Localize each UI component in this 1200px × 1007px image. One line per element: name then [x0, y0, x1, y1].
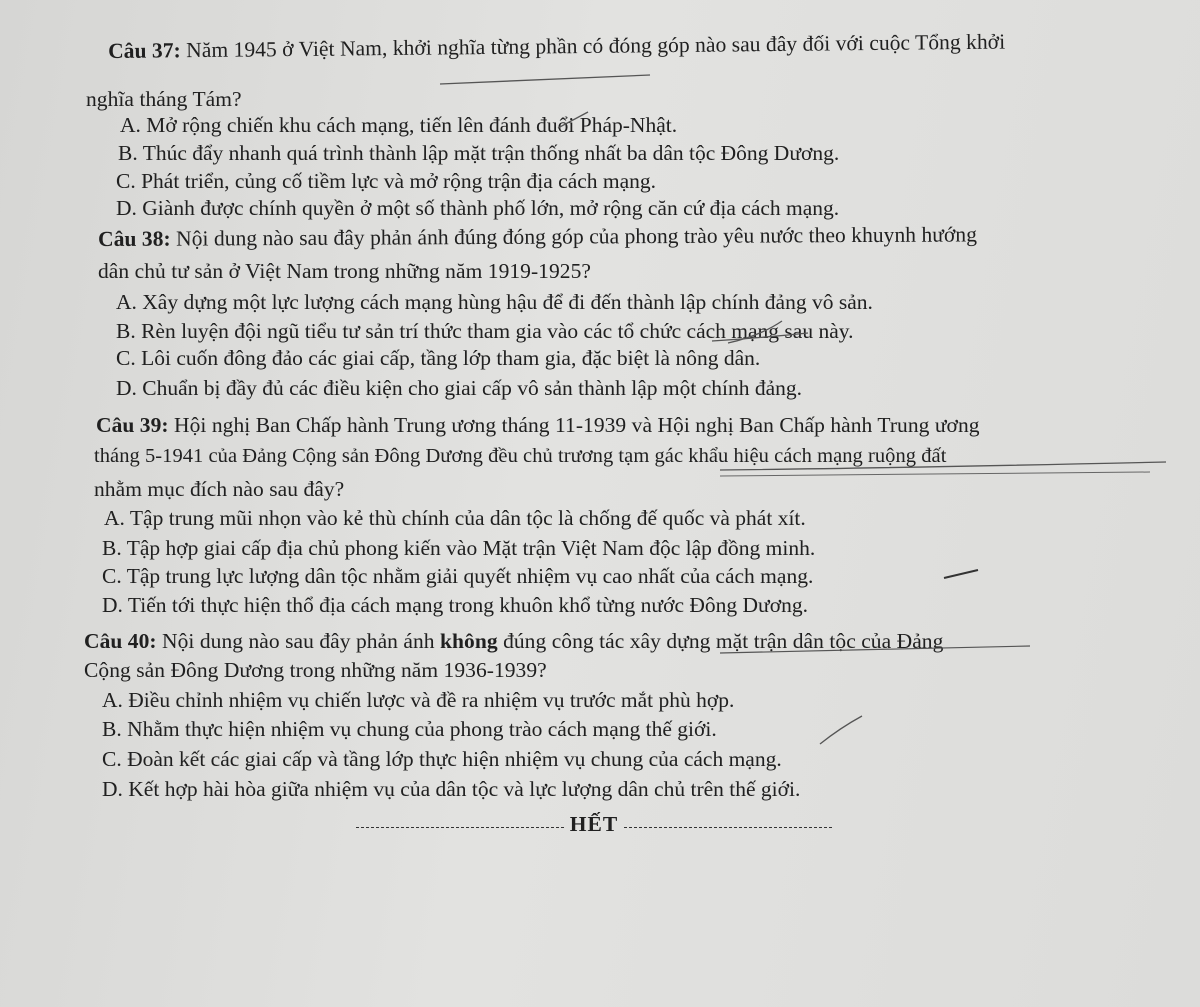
question-39-number: Câu 39:: [96, 413, 169, 437]
question-37-option-b: B. Thúc đẩy nhanh quá trình thành lập mặt trận thống nhất ba dân tộc Đông Dương.: [118, 141, 840, 165]
question-39-option-c: C. Tập trung lực lượng dân tộc nhằm giải quyết nhiệm vụ cao nhất của cách mạng.: [102, 564, 814, 588]
question-38-option-a: A. Xây dựng một lực lượng cách mạng hùng hậu để đi đến thành lập chính đảng vô sản.: [116, 290, 873, 314]
question-38-option-b: B. Rèn luyện đội ngũ tiểu tư sản trí thức tham gia vào các tổ chức cách mạng sau này.: [116, 319, 854, 343]
question-38-option-d: D. Chuẩn bị đầy đủ các điều kiện cho giai cấp vô sản thành lập một chính đảng.: [116, 376, 803, 400]
question-40-stem-post: đúng công tác xây dựng mặt trận dân tộc của Đảng: [497, 629, 944, 653]
question-37-stem: Năm 1945 ở Việt Nam, khởi nghĩa từng phần có đóng góp nào sau đây đối với cuộc Tổng khởi: [180, 29, 1006, 63]
question-39-option-a: A. Tập trung mũi nhọn vào kẻ thù chính của dân tộc là chống đế quốc và phát xít.: [104, 506, 806, 530]
question-37-option-c: C. Phát triển, củng cố tiềm lực và mở rộng trận địa cách mạng.: [116, 169, 657, 193]
question-38-stem: Nội dung nào sau đây phản ánh đúng đóng góp của phong trào yêu nước theo khuynh hướng: [170, 222, 978, 251]
question-40-stem-emphasis: không: [440, 629, 498, 653]
pencil-tick-q39c: [944, 570, 978, 578]
question-40-option-b: B. Nhằm thực hiện nhiệm vụ chung của phong trào cách mạng thế giới.: [102, 717, 717, 741]
question-39-option-b: B. Tập hợp giai cấp địa chủ phong kiến vào Mặt trận Việt Nam độc lập đồng minh.: [102, 536, 816, 560]
end-marker-right-rule: [624, 827, 832, 828]
pencil-tick-q40b: [820, 716, 862, 744]
question-40-stem-pre: Nội dung nào sau đây phản ánh: [156, 629, 441, 653]
end-marker-left-rule: [356, 827, 564, 828]
question-37-option-d: D. Giành được chính quyền ở một số thành phố lớn, mở rộng căn cứ địa cách mạng.: [116, 196, 840, 220]
question-37-option-a: A. Mở rộng chiến khu cách mạng, tiến lên đánh đuổi Pháp-Nhật.: [120, 113, 678, 137]
question-39-line-2: tháng 5-1941 của Đảng Cộng sản Đông Dương đều chủ trương tạm gác khẩu hiệu cách mạng ruộng đất: [94, 445, 947, 467]
question-40-option-c: C. Đoàn kết các giai cấp và tầng lớp thực hiện nhiệm vụ chung của cách mạng.: [102, 747, 782, 771]
question-38-line-1: [98, 219, 977, 255]
question-39-line-1: [96, 410, 980, 441]
question-40-number: Câu 40:: [84, 629, 157, 653]
question-38-number: Câu 38:: [98, 226, 171, 251]
pencil-underline-q39-cont: [720, 472, 1150, 476]
question-40-line-1: [84, 626, 943, 657]
end-marker: [356, 812, 832, 837]
end-marker-label: HẾT: [569, 812, 619, 836]
question-38-option-c: C. Lôi cuốn đông đảo các giai cấp, tầng lớp tham gia, đặc biệt là nông dân.: [116, 346, 761, 370]
question-39-line-3: nhằm mục đích nào sau đây?: [94, 477, 345, 501]
question-37-number: Câu 37:: [108, 38, 181, 63]
question-40-option-a: A. Điều chỉnh nhiệm vụ chiến lược và đề ra nhiệm vụ trước mắt phù hợp.: [102, 688, 735, 712]
pencil-underline-q37: [440, 75, 650, 84]
question-40-line-2: Cộng sản Đông Dương trong những năm 1936-1939?: [84, 658, 547, 682]
question-40-option-d: D. Kết hợp hài hòa giữa nhiệm vụ của dân tộc và lực lượng dân chủ trên thế giới.: [102, 777, 801, 801]
question-39-option-d: D. Tiến tới thực hiện thổ địa cách mạng trong khuôn khổ từng nước Đông Dương.: [102, 593, 808, 617]
question-39-stem: Hội nghị Ban Chấp hành Trung ương tháng 11-1939 và Hội nghị Ban Chấp hành Trung ương: [168, 413, 980, 437]
question-37-line-2: nghĩa tháng Tám?: [86, 87, 242, 111]
question-38-line-2: dân chủ tư sản ở Việt Nam trong những năm 1919-1925?: [98, 259, 591, 283]
question-37-line-1: [108, 27, 1005, 67]
